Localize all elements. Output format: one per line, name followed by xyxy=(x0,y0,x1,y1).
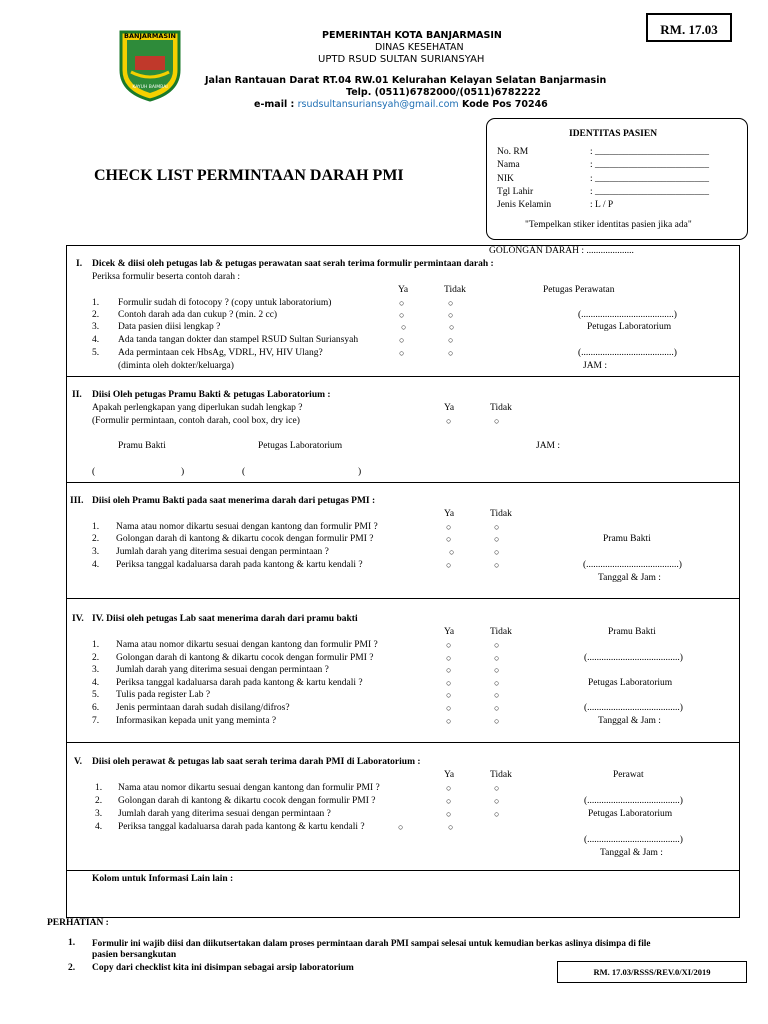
perhatian-title: PERHATIAN : xyxy=(47,918,109,928)
section-2-tidak-header: Tidak xyxy=(490,403,512,413)
identity-note: "Tempelkan stiker identitas pasien jika ada" xyxy=(525,220,692,230)
perhatian-number-2: 2. xyxy=(68,963,76,973)
section-3-role-pramu: Pramu Bakti xyxy=(603,534,651,544)
s3-item-2-tidak-radio[interactable]: ○ xyxy=(494,534,500,544)
email-line xyxy=(254,99,548,110)
section-divider xyxy=(66,482,740,483)
s1-item-2-ya-radio[interactable]: ○ xyxy=(399,310,405,320)
s2-ya-radio[interactable]: ○ xyxy=(446,416,452,426)
s4-item-4-ya-radio[interactable]: ○ xyxy=(446,678,452,688)
s4-item-7-tidak-radio[interactable]: ○ xyxy=(494,716,500,726)
perhatian-text-1a: Formulir ini wajib diisi dan diikutsertakan dalam proses permintaan darah PMI sampai selesai untuk kemudian berkas aslinya disimpa di file xyxy=(92,938,651,948)
identity-label-nik: NIK xyxy=(497,174,514,184)
s3-item-1-tidak-radio[interactable]: ○ xyxy=(494,522,500,532)
s3-item-1-ya-radio[interactable]: ○ xyxy=(446,522,452,532)
s3-item-number: 1. xyxy=(92,522,100,532)
s4-item-text: Golongan darah di kantong & dikartu cocok dengan formulir PMI ? xyxy=(116,653,374,663)
s1-item-2-tidak-radio[interactable]: ○ xyxy=(448,310,454,320)
s1-sign-lab[interactable]: (.......................................) xyxy=(578,348,677,358)
identity-field-tgl-lahir[interactable]: : ________________________ xyxy=(590,187,710,197)
s4-item-3-ya-radio[interactable]: ○ xyxy=(446,665,452,675)
s4-item-1-ya-radio[interactable]: ○ xyxy=(446,640,452,650)
s5-item-text: Jumlah darah yang diterima sesuai dengan permintaan ? xyxy=(118,809,331,819)
section-3-ya-header: Ya xyxy=(444,509,455,519)
email-label: e-mail : xyxy=(254,99,295,110)
s4-item-5-ya-radio[interactable]: ○ xyxy=(446,690,452,700)
perhatian-number-1: 1. xyxy=(68,938,76,948)
section-3-number: III. xyxy=(70,496,84,506)
section-5-number: V. xyxy=(74,757,83,767)
identity-label-jenis-kelamin: Jenis Kelamin xyxy=(497,200,552,210)
s3-item-2-ya-radio[interactable]: ○ xyxy=(446,534,452,544)
s5-item-1-tidak-radio[interactable]: ○ xyxy=(494,783,500,793)
s1-item-text: Formulir sudah di fotocopy ? (copy untuk laboratorium) xyxy=(118,298,332,308)
identity-label-nama: Nama xyxy=(497,160,520,170)
section-divider xyxy=(66,376,740,377)
identity-field-nama[interactable]: : ________________________ xyxy=(590,160,710,170)
s4-item-number: 2. xyxy=(92,653,100,663)
s5-item-1-ya-radio[interactable]: ○ xyxy=(446,783,452,793)
s4-sign-lab[interactable]: (.......................................) xyxy=(584,703,683,713)
s4-item-3-tidak-radio[interactable]: ○ xyxy=(494,665,500,675)
s4-item-number: 4. xyxy=(92,678,100,688)
s5-item-3-tidak-radio[interactable]: ○ xyxy=(494,809,500,819)
section-4-role-pramu: Pramu Bakti xyxy=(608,627,656,637)
section-1-number: I. xyxy=(76,259,83,269)
s4-item-7-ya-radio[interactable]: ○ xyxy=(446,716,452,726)
section-4-title: IV. Diisi oleh petugas Lab saat menerima darah dari pramu bakti xyxy=(92,614,358,624)
address: Jalan Rantauan Darat RT.04 RW.01 Kelurahan Kelayan Selatan Banjarmasin xyxy=(205,75,607,86)
s3-item-text: Jumlah darah yang diterima sesuai dengan permintaan ? xyxy=(116,547,329,557)
s3-item-number: 3. xyxy=(92,547,100,557)
s2-sign-pramu-close: ) xyxy=(181,467,185,477)
s1-item-4-ya-radio[interactable]: ○ xyxy=(399,335,405,345)
page-title: CHECK LIST PERMINTAAN DARAH PMI xyxy=(94,167,404,184)
s3-item-text: Golongan darah di kantong & dikartu cocok dengan formulir PMI ? xyxy=(116,534,374,544)
s4-item-number: 5. xyxy=(92,690,100,700)
org-line-1: PEMERINTAH KOTA BANJARMASIN xyxy=(322,30,502,41)
postcode: Kode Pos 70246 xyxy=(462,99,548,110)
s5-item-4-ya-radio[interactable]: ○ xyxy=(398,822,404,832)
s5-item-text: Nama atau nomor dikartu sesuai dengan kantong dan formulir PMI ? xyxy=(118,783,380,793)
s1-item-number: 5. xyxy=(92,348,100,358)
s1-item-3-ya-radio[interactable]: ○ xyxy=(401,322,407,332)
section-3-title: Diisi oleh Pramu Bakti pada saat menerima darah dari petugas PMI : xyxy=(92,496,376,506)
s1-item-number: 3. xyxy=(92,322,100,332)
s1-item-number: 2. xyxy=(92,310,100,320)
section-3-tidak-header: Tidak xyxy=(490,509,512,519)
s3-sign-pramu[interactable]: (.......................................) xyxy=(583,560,682,570)
s1-item-text: Data pasien diisi lengkap ? xyxy=(118,322,221,332)
s1-item-number: 1. xyxy=(92,298,100,308)
s2-sign-lab-open[interactable]: ( xyxy=(242,467,246,477)
s1-item-text: Ada tanda tangan dokter dan stampel RSUD Sultan Suriansyah xyxy=(118,335,359,345)
section-divider xyxy=(66,870,740,871)
s5-item-3-ya-radio[interactable]: ○ xyxy=(446,809,452,819)
identity-field-nik[interactable]: : ________________________ xyxy=(590,174,710,184)
s4-item-text: Jenis permintaan darah sudah disilang/difros? xyxy=(116,703,290,713)
section-4-ya-header: Ya xyxy=(444,627,455,637)
s5-item-text: Periksa tanggal kadaluarsa darah pada kantong & kartu kendali ? xyxy=(118,822,365,832)
s4-item-number: 7. xyxy=(92,716,100,726)
logo-text-bottom: KAYUH BAIMBAI xyxy=(132,85,168,90)
s1-item-text: Contoh darah ada dan cukup ? (min. 2 cc) xyxy=(118,310,278,320)
city-logo xyxy=(117,26,183,102)
s4-tanggal-jam[interactable]: Tanggal & Jam : xyxy=(598,716,661,726)
section-5-tidak-header: Tidak xyxy=(490,770,512,780)
s4-item-text: Tulis pada register Lab ? xyxy=(116,690,211,700)
section-5-title: Diisi oleh perawat & petugas lab saat serah terima darah PMI di Laboratorium : xyxy=(92,757,421,767)
section-divider xyxy=(66,598,740,599)
section-5-role-perawat: Perawat xyxy=(613,770,644,780)
s2-tidak-radio[interactable]: ○ xyxy=(494,416,500,426)
section-1-subtitle: Periksa formulir beserta contoh darah : xyxy=(92,272,240,282)
s4-item-2-tidak-radio[interactable]: ○ xyxy=(494,653,500,663)
golongan-darah[interactable]: GOLONGAN DARAH : .................... xyxy=(489,246,634,256)
section-2-question: Apakah perlengkapan yang diperlukan sudah lengkap ? xyxy=(92,403,303,413)
s1-item-3-tidak-radio[interactable]: ○ xyxy=(449,322,455,332)
section-1-tidak-header: Tidak xyxy=(444,285,466,295)
s4-item-6-ya-radio[interactable]: ○ xyxy=(446,703,452,713)
section-2-question-detail: (Formulir permintaan, contoh darah, cool box, dry ice) xyxy=(92,416,300,426)
s5-sign-lab[interactable]: (.......................................) xyxy=(584,835,683,845)
section-2-ya-header: Ya xyxy=(444,403,455,413)
section-2-role-lab: Petugas Laboratorium xyxy=(258,441,343,451)
s4-item-6-tidak-radio[interactable]: ○ xyxy=(494,703,500,713)
s2-jam[interactable]: JAM : xyxy=(536,441,561,451)
s3-item-4-tidak-radio[interactable]: ○ xyxy=(494,560,500,570)
s2-sign-lab-close: ) xyxy=(358,467,362,477)
section-2-title: Diisi Oleh petugas Pramu Bakti & petugas Laboratorium : xyxy=(92,390,331,400)
identity-field-jenis-kelamin[interactable]: : L / P xyxy=(590,200,614,210)
s5-item-4-tidak-radio[interactable]: ○ xyxy=(448,822,454,832)
section-4-number: IV. xyxy=(72,614,84,624)
s2-sign-pramu-open[interactable]: ( xyxy=(92,467,96,477)
s4-item-5-tidak-radio[interactable]: ○ xyxy=(494,690,500,700)
s1-item-1-tidak-radio[interactable]: ○ xyxy=(448,298,454,308)
s1-item-5-tidak-radio[interactable]: ○ xyxy=(448,348,454,358)
s5-item-text: Golongan darah di kantong & dikartu cocok dengan formulir PMI ? xyxy=(118,796,376,806)
s5-sign-perawat[interactable]: (.......................................) xyxy=(584,796,683,806)
s1-item-text: Ada permintaan cek HbsAg, VDRL, HV, HIV Ulang? xyxy=(118,348,323,358)
s4-item-number: 1. xyxy=(92,640,100,650)
s5-item-2-ya-radio[interactable]: ○ xyxy=(446,796,452,806)
perhatian-text-1b: pasien bersangkutan xyxy=(92,950,177,960)
section-5-role-lab: Petugas Laboratorium xyxy=(588,809,673,819)
section-4-role-lab: Petugas Laboratorium xyxy=(588,678,673,688)
info-lain-label[interactable]: Kolom untuk Informasi Lain lain : xyxy=(92,874,234,884)
section-2-role-pramu: Pramu Bakti xyxy=(118,441,166,451)
s4-item-4-tidak-radio[interactable]: ○ xyxy=(494,678,500,688)
s1-item-5-note: (diminta oleh dokter/keluarga) xyxy=(118,361,234,371)
s4-item-text: Nama atau nomor dikartu sesuai dengan kantong dan formulir PMI ? xyxy=(116,640,378,650)
s5-item-number: 3. xyxy=(95,809,103,819)
s5-tanggal-jam[interactable]: Tanggal & Jam : xyxy=(600,848,663,858)
org-line-3: UPTD RSUD SULTAN SURIANSYAH xyxy=(318,54,485,65)
org-line-2: DINAS KESEHATAN xyxy=(375,42,464,53)
s5-item-number: 1. xyxy=(95,783,103,793)
logo-text-top: BANJARMASIN xyxy=(124,32,176,40)
s3-item-4-ya-radio[interactable]: ○ xyxy=(446,560,452,570)
s5-item-2-tidak-radio[interactable]: ○ xyxy=(494,796,500,806)
identity-label-no-rm: No. RM xyxy=(497,147,529,157)
identity-field-no-rm[interactable]: : ________________________ xyxy=(590,147,710,157)
s5-item-number: 4. xyxy=(95,822,103,832)
section-2-number: II. xyxy=(72,390,82,400)
s1-item-5-ya-radio[interactable]: ○ xyxy=(399,348,405,358)
s4-item-1-tidak-radio[interactable]: ○ xyxy=(494,640,500,650)
phone: Telp. (0511)6782000/(0511)6782222 xyxy=(346,87,541,98)
s1-item-4-tidak-radio[interactable]: ○ xyxy=(448,335,454,345)
s4-sign-pramu[interactable]: (.......................................) xyxy=(584,653,683,663)
section-divider xyxy=(66,742,740,743)
s3-tanggal-jam[interactable]: Tanggal & Jam : xyxy=(598,573,661,583)
s4-item-number: 6. xyxy=(92,703,100,713)
s1-jam[interactable]: JAM : xyxy=(583,361,608,371)
section-1-title: Dicek & diisi oleh petugas lab & petugas perawatan saat serah terima formulir permintaan darah : xyxy=(92,259,494,269)
identity-label-tgl-lahir: Tgl Lahir xyxy=(497,187,534,197)
s4-item-text: Informasikan kepada unit yang meminta ? xyxy=(116,716,277,726)
s1-item-number: 4. xyxy=(92,335,100,345)
s3-item-text: Periksa tanggal kadaluarsa darah pada kantong & kartu kendali ? xyxy=(116,560,363,570)
s4-item-text: Jumlah darah yang diterima sesuai dengan permintaan ? xyxy=(116,665,329,675)
section-1-role-lab: Petugas Laboratorium xyxy=(587,322,672,332)
s3-item-3-tidak-radio[interactable]: ○ xyxy=(494,547,500,557)
s3-item-number: 2. xyxy=(92,534,100,544)
section-4-tidak-header: Tidak xyxy=(490,627,512,637)
s4-item-2-ya-radio[interactable]: ○ xyxy=(446,653,452,663)
perhatian-text-2: Copy dari checklist kita ini disimpan sebagai arsip laboratorium xyxy=(92,963,354,973)
s3-item-3-ya-radio[interactable]: ○ xyxy=(449,547,455,557)
s5-item-number: 2. xyxy=(95,796,103,806)
s4-item-text: Periksa tanggal kadaluarsa darah pada kantong & kartu kendali ? xyxy=(116,678,363,688)
rm-code-box: RM. 17.03 xyxy=(646,13,732,42)
section-1-role-perawatan: Petugas Perawatan xyxy=(543,285,615,295)
s1-item-1-ya-radio[interactable]: ○ xyxy=(399,298,405,308)
s4-item-number: 3. xyxy=(92,665,100,675)
email-link[interactable]: rsudsultansuriansyah@gmail.com xyxy=(297,99,459,110)
s1-sign-perawatan[interactable]: (.......................................) xyxy=(578,310,677,320)
s3-item-number: 4. xyxy=(92,560,100,570)
s3-item-text: Nama atau nomor dikartu sesuai dengan kantong dan formulir PMI ? xyxy=(116,522,378,532)
section-5-ya-header: Ya xyxy=(444,770,455,780)
section-1-ya-header: Ya xyxy=(398,285,409,295)
identity-heading: IDENTITAS PASIEN xyxy=(569,129,658,139)
footer-form-code: RM. 17.03/RSSS/REV.0/XI/2019 xyxy=(557,961,747,983)
